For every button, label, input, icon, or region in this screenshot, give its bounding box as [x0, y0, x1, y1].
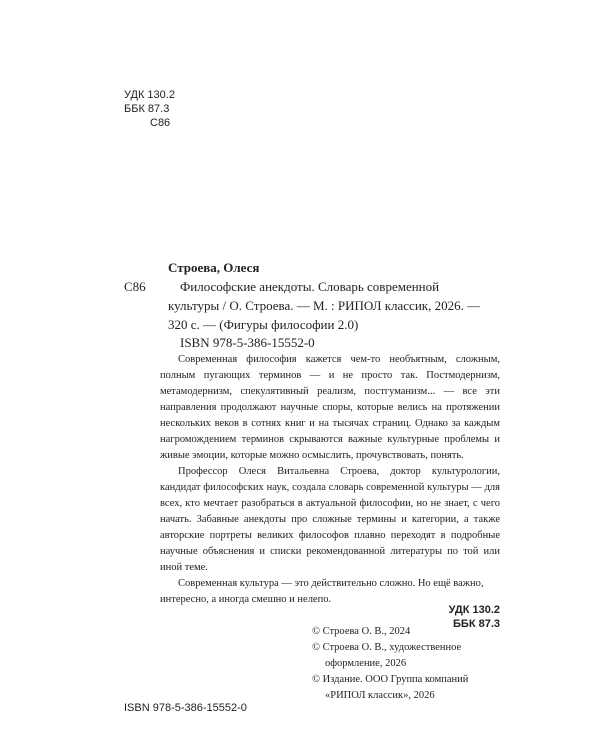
isbn-footer: ISBN 978-5-386-15552-0 — [124, 702, 247, 714]
bbk-code: ББК 87.3 — [124, 103, 170, 115]
copyright-line: оформление, 2026 — [325, 658, 407, 669]
author-sign: С86 — [150, 117, 171, 129]
copyright-line: «РИПОЛ классик», 2026 — [325, 690, 435, 701]
copyright-line: © Строева О. В., художественное — [312, 642, 462, 653]
description-line-1: Философские анекдоты. Словарь современной — [180, 279, 440, 294]
description-line-3: 320 с. — (Фигуры философии 2.0) — [168, 317, 359, 332]
description-line-2: культуры / О. Строева. — М. : РИПОЛ классик, 2026. — — [168, 298, 481, 313]
author-heading: Строева, Олеся — [168, 260, 260, 275]
copyright-notices — [312, 624, 468, 704]
isbn-record: ISBN 978-5-386-15552-0 — [180, 335, 315, 350]
author-sign-record: С86 — [124, 279, 146, 294]
udk-code-bottom: УДК 130.2 — [448, 604, 500, 616]
bbk-code-bottom: ББК 87.3 — [453, 618, 500, 630]
classification-block-top — [124, 88, 175, 130]
copyright-line: © Строева О. В., 2024 — [312, 626, 411, 637]
annotation — [160, 352, 500, 608]
annotation-paragraph-1: Современная философия кажется чем-то необъятным, сложным, полным пугающих терминов — и не просто так. Постмодернизм, метамодернизм, спекулятивный реализм, постгуманизм... — все эти направления продолжают научные споры, которые велись на протяжении нескольких веков в сотнях книг и на тысячах страниц. Однако за каждым нагромождением терминов скрываются важные культурные проблемы и живые эмоции, которые можно осмыслить, прочувствовать, понять. — [160, 354, 500, 461]
annotation-paragraph-3: Современная культура — это действительно сложно. Но ещё важно, интересно, а иногда смешно и нелепо. — [160, 578, 484, 605]
annotation-paragraph-2: Профессор Олеся Витальевна Строева, доктор культурологии, кандидат философских наук, создала словарь современной культуры — для всех, кто мечтает разобраться в актуальной философии, но не знает, с чего начать. Забавные анекдоты про сложные термины и категории, а также авторские портреты великих философов плавно переходят в подробные научные объяснения и списки рекомендованной литературы по той или иной теме. — [160, 466, 500, 573]
bibliographic-description — [168, 277, 500, 334]
udk-code: УДК 130.2 — [124, 89, 175, 101]
copyright-line: © Издание. ООО Группа компаний — [312, 674, 469, 685]
